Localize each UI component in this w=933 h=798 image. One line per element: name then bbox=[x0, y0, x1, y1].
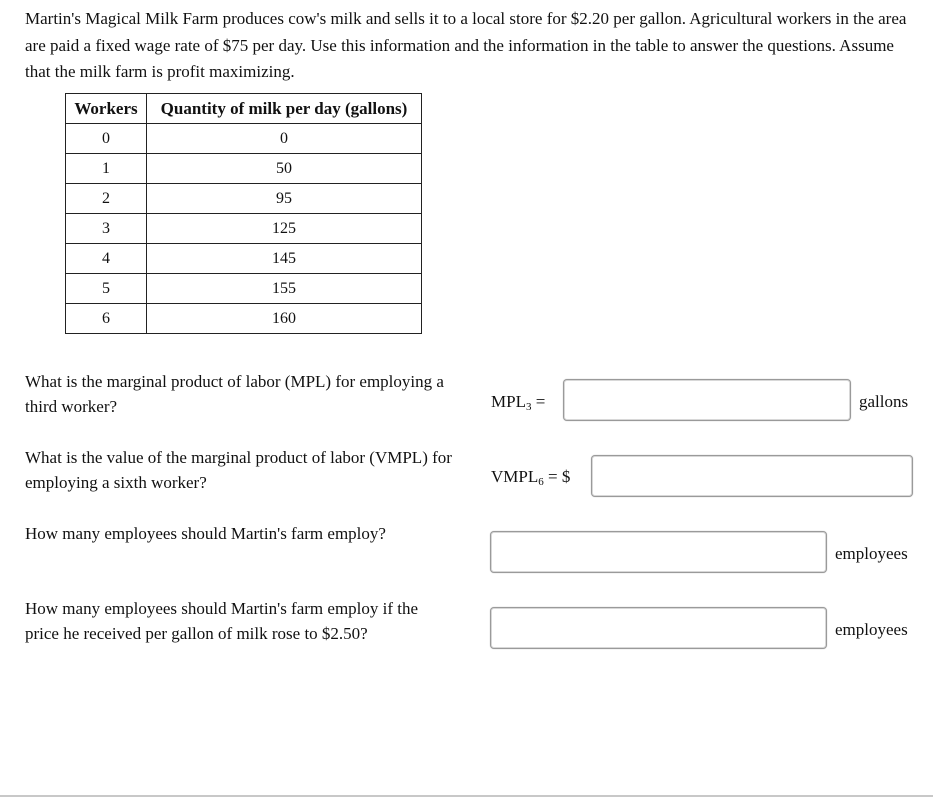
cell-workers: 2 bbox=[66, 184, 147, 214]
cell-quantity: 0 bbox=[147, 124, 422, 154]
question-vmpl-text: What is the value of the marginal product of labor (VMPL) for employing a sixth worker? bbox=[25, 448, 452, 492]
cell-quantity: 145 bbox=[147, 244, 422, 274]
header-workers: Workers bbox=[66, 94, 147, 124]
table-row bbox=[66, 124, 422, 154]
table-row bbox=[66, 244, 422, 274]
cell-quantity: 95 bbox=[147, 184, 422, 214]
mpl-label-equals: = bbox=[531, 392, 546, 411]
header-quantity: Quantity of milk per day (gallons) bbox=[147, 94, 422, 124]
cell-workers: 3 bbox=[66, 214, 147, 244]
mpl3-label bbox=[491, 392, 545, 417]
employees-unit: employees bbox=[835, 544, 908, 563]
vmpl-label-subscript: 6 bbox=[538, 476, 544, 488]
mpl-label-subscript: 3 bbox=[525, 401, 532, 413]
table-row bbox=[66, 274, 422, 304]
mpl3-unit: gallons bbox=[859, 392, 909, 411]
vmpl-label-main: VMPL bbox=[491, 467, 539, 486]
table-row bbox=[66, 154, 422, 184]
cell-quantity: 125 bbox=[147, 214, 422, 244]
cell-quantity: 50 bbox=[147, 154, 422, 184]
cell-workers: 0 bbox=[66, 124, 147, 154]
cell-workers: 6 bbox=[66, 304, 147, 334]
table-row bbox=[66, 214, 422, 244]
employees-higher-price-answer-input[interactable] bbox=[490, 607, 827, 649]
cell-workers: 5 bbox=[66, 274, 147, 304]
table-row bbox=[66, 184, 422, 214]
question-employees-text: How many employees should Martin's farm employ? bbox=[25, 524, 386, 543]
vmpl6-answer-input[interactable] bbox=[591, 455, 913, 497]
cell-workers: 4 bbox=[66, 244, 147, 274]
table-row bbox=[66, 304, 422, 334]
employees-answer-input[interactable] bbox=[490, 531, 827, 573]
vmpl-label-equals-dollar: = $ bbox=[543, 467, 571, 486]
mpl-label-main: MPL bbox=[491, 392, 526, 411]
question-employees-higher-price-text: How many employees should Martin's farm employ if the price he received per gallon of milk rose to $2.50? bbox=[25, 599, 419, 643]
cell-quantity: 160 bbox=[147, 304, 422, 334]
vmpl6-label bbox=[491, 467, 570, 492]
bottom-divider bbox=[0, 795, 933, 797]
milk-production-table bbox=[65, 93, 422, 334]
cell-quantity: 155 bbox=[147, 274, 422, 304]
mpl3-answer-input[interactable] bbox=[563, 379, 851, 421]
cell-workers: 1 bbox=[66, 154, 147, 184]
employees-higher-price-unit: employees bbox=[835, 620, 908, 639]
question-mpl-text: What is the marginal product of labor (MPL) for employing a third worker? bbox=[25, 372, 444, 416]
table-header-row bbox=[66, 94, 422, 124]
problem-intro: Martin's Magical Milk Farm produces cow's milk and sells it to a local store for $2.20 per gallon. Agricultural workers in the area are paid a fixed wage rate of $75 per day. Use this information and the information in the table to answer the questions. Assume that the milk farm is profit maximizing. bbox=[25, 9, 907, 81]
